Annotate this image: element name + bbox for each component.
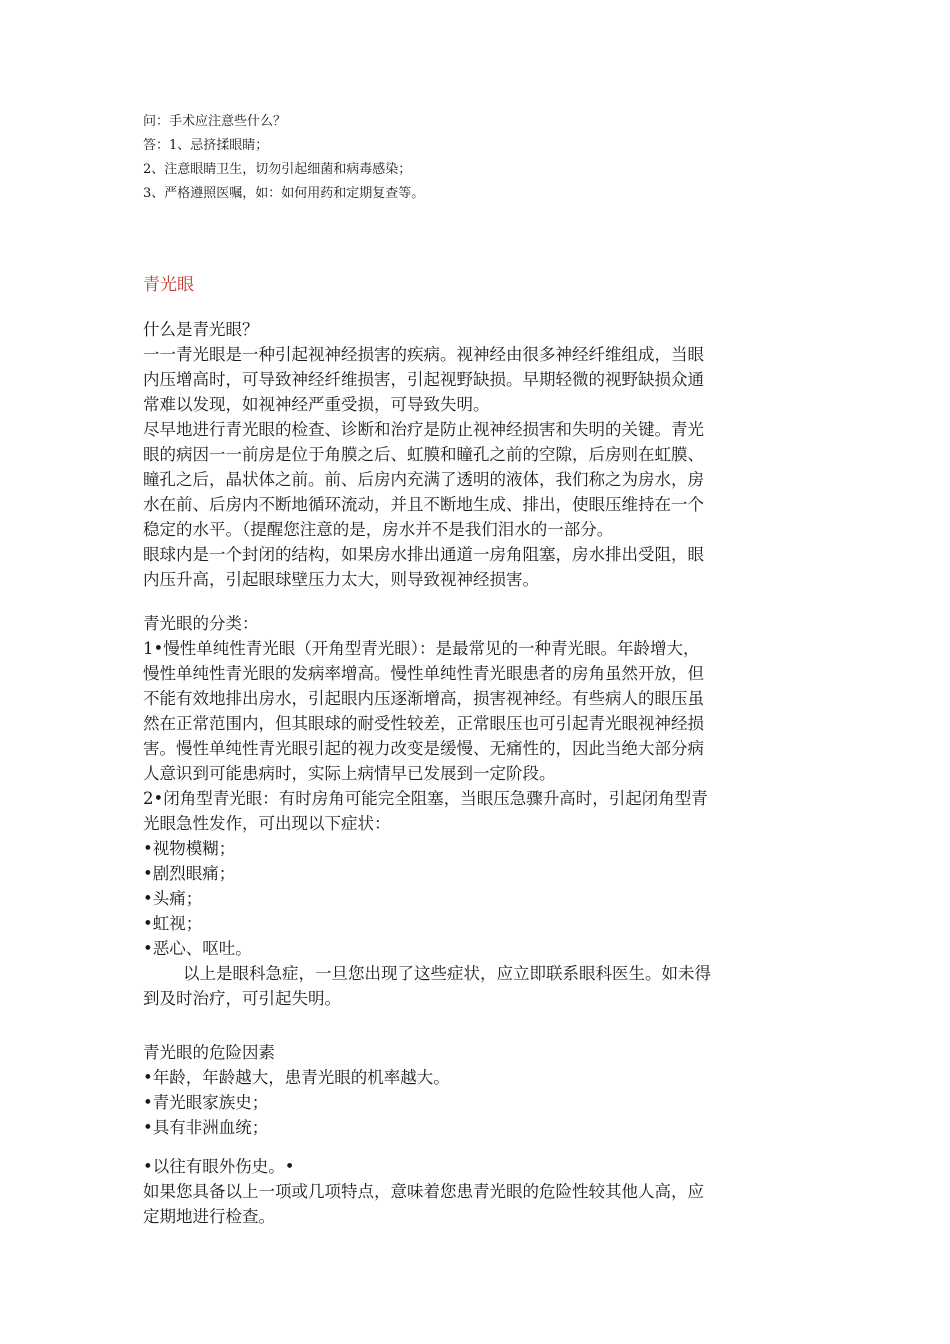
paragraph-line: 1•慢性单纯性青光眼（开角型青光眼）：是最常见的一种青光眼。年龄增大，	[143, 639, 700, 658]
paragraph-line: 2•闭角型青光眼：有时房角可能完全阻塞，当眼压急骤升高时，引起闭角型青	[143, 789, 708, 808]
what-is-glaucoma-section	[143, 317, 811, 592]
symptom-item: •头痛；	[143, 889, 203, 908]
section-title: 青光眼的分类：	[143, 614, 259, 633]
risk-item: •以往有眼外伤史。•	[143, 1157, 295, 1176]
qa-answer-1: 答：1、忌挤揉眼睛；	[143, 138, 269, 153]
paragraph-line: 瞳孔之后，晶状体之前。前、后房内充满了透明的液体，我们称之为房水，房	[143, 470, 704, 489]
symptom-item: •虹视；	[143, 914, 203, 933]
symptom-item: •恶心、呕吐。	[143, 939, 252, 958]
section-title: 什么是青光眼？	[143, 320, 259, 339]
section-heading: 青光眼	[143, 275, 194, 295]
qa-block	[143, 110, 424, 206]
paragraph-line: 眼的病因一一前房是位于角膜之后、虹膜和瞳孔之前的空隙，后房则在虹膜、	[143, 445, 704, 464]
risk-factors-section	[143, 1040, 811, 1140]
paragraph-line: 稳定的水平。（提醒您注意的是，房水并不是我们泪水的一部分。	[143, 520, 614, 539]
risk-item: •青光眼家族史；	[143, 1093, 269, 1112]
paragraph-line: 常难以发现，如视神经严重受损，可导致失明。	[143, 395, 490, 414]
paragraph-line: 慢性单纯性青光眼的发病率增高。慢性单纯性青光眼患者的房角虽然开放，但	[143, 664, 704, 683]
qa-question: 问：手术应注意些什么？	[143, 114, 287, 129]
paragraph-line: 到及时治疗，可引起失明。	[143, 989, 341, 1008]
paragraph-line: 尽早地进行青光眼的检查、诊断和治疗是防止视神经损害和失明的关键。青光	[143, 420, 704, 439]
qa-answer-2: 2、注意眼睛卫生，切勿引起细菌和病毒感染；	[143, 162, 412, 177]
risk-item: •具有非洲血统；	[143, 1118, 269, 1137]
paragraph-line: 人意识到可能患病时，实际上病情早已发展到一定阶段。	[143, 764, 556, 783]
paragraph-line: 以上是眼科急症，一旦您出现了这些症状，应立即联系眼科医生。如未得	[183, 964, 711, 983]
paragraph-line: 害。慢性单纯性青光眼引起的视力改变是缓慢、无痛性的，因此当绝大部分病	[143, 739, 704, 758]
paragraph-line: 定期地进行检查。	[143, 1207, 275, 1226]
classification-section	[143, 611, 811, 1011]
paragraph-line: 一一青光眼是一种引起视神经损害的疾病。视神经由很多神经纤维组成，当眼	[143, 345, 704, 364]
symptom-item: •视物模糊；	[143, 839, 236, 858]
paragraph-line: 内压升高，引起眼球壁压力太大，则导致视神经损害。	[143, 570, 539, 589]
paragraph-line: 水在前、后房内不断地循环流动，并且不断地生成、排出，使眼压维持在一个	[143, 495, 704, 514]
paragraph-line: 眼球内是一个封闭的结构，如果房水排出通道一房角阻塞，房水排出受阻，眼	[143, 545, 704, 564]
symptom-item: •剧烈眼痛；	[143, 864, 236, 883]
paragraph-line: 光眼急性发作，可出现以下症状：	[143, 814, 391, 833]
qa-answer-3: 3、严格遵照医嘱，如：如何用药和定期复查等。	[143, 186, 425, 201]
paragraph-line: 内压增高时，可导致神经纤维损害，引起视野缺损。早期轻微的视野缺损众通	[143, 370, 704, 389]
paragraph-line: 如果您具备以上一项或几项特点，意味着您患青光眼的危险性较其他人高，应	[143, 1182, 704, 1201]
risk-item: •年龄，年龄越大，患青光眼的机率越大。	[143, 1068, 450, 1087]
risk-conclusion-section	[143, 1154, 811, 1229]
paragraph-line: 然在正常范围内，但其眼球的耐受性较差，正常眼压也可引起青光眼视神经损	[143, 714, 704, 733]
paragraph-line: 不能有效地排出房水，引起眼内压逐渐增高，损害视神经。有些病人的眼压虽	[143, 689, 704, 708]
section-title: 青光眼的危险因素	[143, 1043, 275, 1062]
